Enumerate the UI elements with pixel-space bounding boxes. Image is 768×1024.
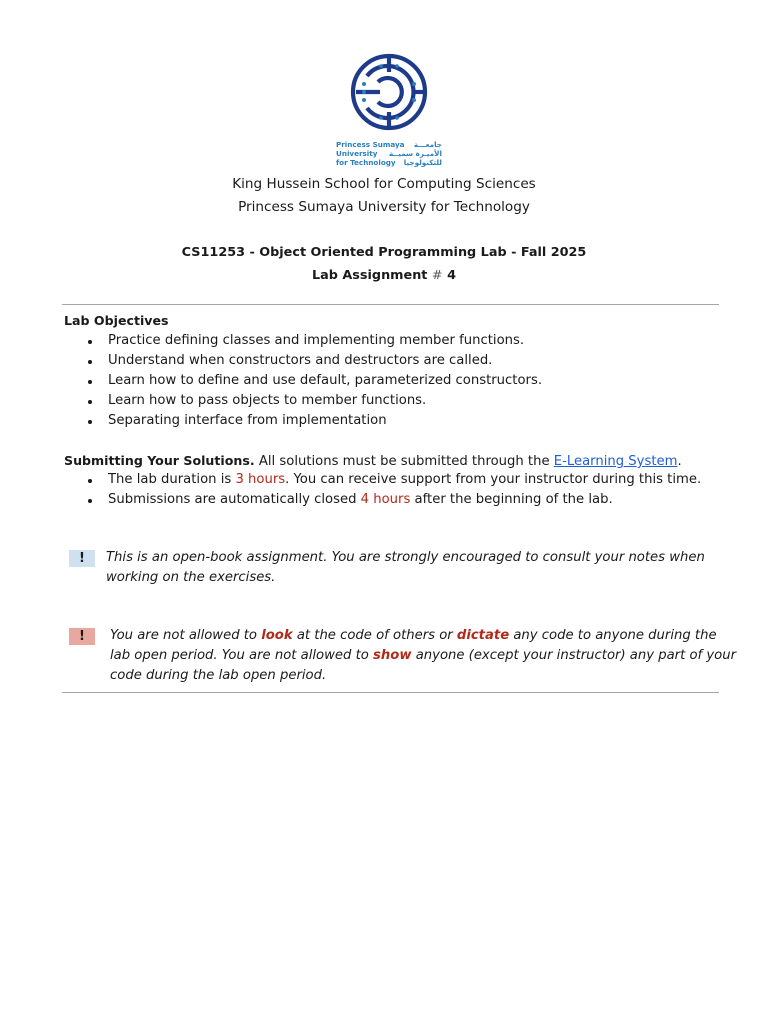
list-item (82, 490, 701, 510)
duration-text-rest: . You can receive support from your instructor during this time. (285, 472, 702, 487)
logo-en-line2: University (336, 149, 378, 158)
submission-label: Submitting Your Solutions. (64, 453, 255, 468)
course-header (0, 241, 768, 287)
closing-text-rest: after the beginning of the lab. (414, 492, 613, 507)
list-item (82, 470, 701, 490)
logo-wordmark (336, 140, 442, 167)
assignment-title (0, 264, 768, 287)
bottom-divider (62, 692, 719, 693)
logo-ar-line3: للتكنولوجيا (403, 158, 442, 167)
logo-en-line1: Princess Sumaya (336, 140, 405, 149)
warning-note (110, 626, 736, 686)
submission-period: . (677, 454, 682, 469)
objectives-list (82, 331, 542, 431)
warning-marker-icon: ! (69, 628, 95, 645)
list-item: Understand when constructors and destructors are called. (82, 351, 542, 371)
list-item: Learn how to define and use default, parameterized constructors. (82, 371, 542, 391)
university-name: Princess Sumaya University for Technology (238, 199, 530, 215)
logo-en-line3: for Technology (336, 158, 396, 167)
dictate-keyword: dictate (456, 628, 510, 643)
list-item: Practice defining classes and implementing member functions. (82, 331, 542, 351)
list-item: Separating interface from implementation (82, 411, 542, 431)
logo-ar-line2: الأميـرة سميــة (389, 149, 442, 158)
submission-list (82, 470, 701, 510)
list-item: Learn how to pass objects to member functions. (82, 391, 542, 411)
course-title: CS11253 - Object Oriented Programming Lab - Fall 2025 (181, 245, 587, 260)
assignment-number: 4 (447, 268, 457, 283)
duration-highlight: 3 hours (235, 472, 286, 487)
info-note (106, 548, 705, 588)
objectives-title: Lab Objectives (64, 313, 169, 328)
info-marker-icon: ! (69, 550, 95, 567)
logo-ar-line1: جامعـــة (413, 140, 442, 149)
hash-symbol: # (431, 268, 443, 283)
warning-note-line1: You are not allowed to look at the code of others or dictate any code to anyone during the (110, 628, 717, 643)
warning-note-line2: lab open period. You are not allowed to show anyone (except your instructor) any part of your (110, 648, 737, 663)
duration-text: The lab duration is (108, 472, 232, 487)
elearning-link[interactable]: E-Learning System (553, 454, 678, 469)
closing-text: Submissions are automatically closed (108, 492, 357, 507)
university-logo (334, 52, 444, 177)
top-divider (62, 304, 719, 305)
look-keyword: look (261, 628, 293, 643)
institution-header (0, 173, 768, 219)
show-keyword: show (373, 648, 412, 663)
warning-note-line3: code during the lab open period. (110, 668, 327, 683)
psut-emblem-icon (334, 52, 444, 138)
info-note-line2: working on the exercises. (106, 570, 276, 585)
closing-highlight: 4 hours (360, 492, 411, 507)
school-name: King Hussein School for Computing Sciences (232, 176, 536, 192)
submission-intro (64, 451, 682, 472)
submission-text: All solutions must be submitted through the (258, 454, 550, 469)
info-note-line1: This is an open-book assignment. You are strongly encouraged to consult your notes when (106, 550, 705, 565)
assignment-prefix: Lab Assignment (311, 268, 428, 283)
